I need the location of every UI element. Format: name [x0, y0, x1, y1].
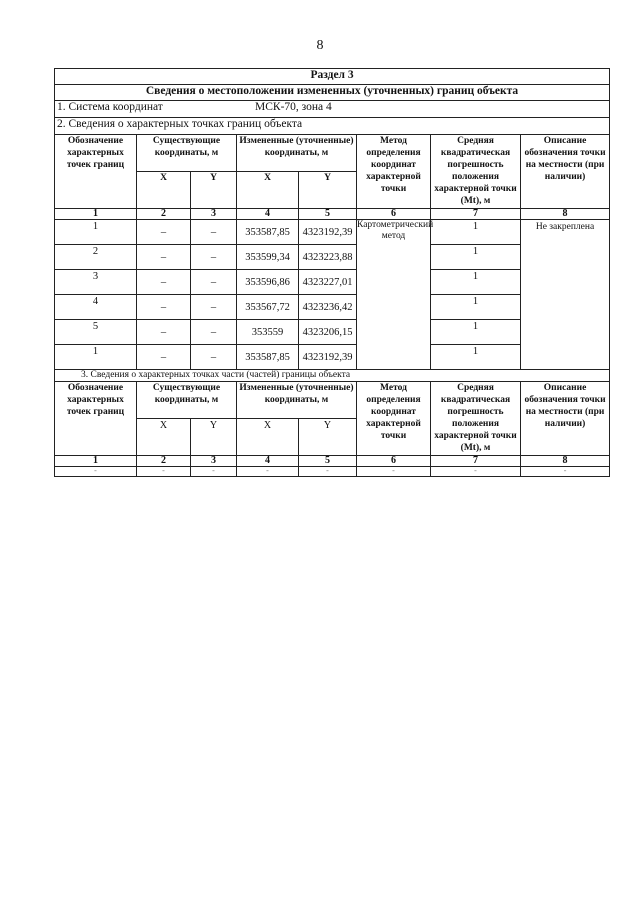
col-number: 5 — [299, 209, 357, 220]
changed-x-value: 353599,34 — [237, 245, 299, 270]
empty-cell: - — [299, 467, 357, 477]
header-error: Средняя квадратическая погрешность положения характерной точки (Mt), м — [431, 135, 521, 209]
changed-x-value: 353567,72 — [237, 295, 299, 320]
empty-cell: - — [521, 467, 610, 477]
point-label: 1 — [55, 220, 137, 245]
col-number: 7 — [431, 209, 521, 220]
col-number: 2 — [137, 456, 191, 467]
header-changed: Измененные (уточненные) координаты, м — [237, 382, 357, 419]
header-existing: Существующие координаты, м — [137, 382, 237, 419]
changed-y-value: 4323192,39 — [299, 345, 357, 370]
col-number: 7 — [431, 456, 521, 467]
changed-x-value: 353596,86 — [237, 270, 299, 295]
col-number: 3 — [191, 456, 237, 467]
existing-y-value: – — [191, 270, 237, 295]
empty-cell: - — [237, 467, 299, 477]
error-value: 1 — [431, 270, 521, 295]
existing-x-value: – — [137, 220, 191, 245]
existing-y-value: – — [191, 245, 237, 270]
table-row — [55, 220, 610, 245]
col-number: 2 — [137, 209, 191, 220]
point-label: 4 — [55, 295, 137, 320]
header-description: Описание обозначения точки на местности (при наличии) — [521, 382, 610, 456]
point-label: 2 — [55, 245, 137, 270]
existing-x-value: – — [137, 320, 191, 345]
error-value: 1 — [431, 220, 521, 245]
col-number: 6 — [357, 456, 431, 467]
existing-y-value: – — [191, 220, 237, 245]
method-value: Картометрический метод — [357, 220, 431, 370]
header-changed: Измененные (уточненные) координаты, м — [237, 135, 357, 172]
existing-y-value: – — [191, 295, 237, 320]
col-number: 4 — [237, 209, 299, 220]
header-error: Средняя квадратическая погрешность положения характерной точки (Mt), м — [431, 382, 521, 456]
header-designation: Обозначение характерных точек границ — [55, 135, 137, 209]
error-value: 1 — [431, 295, 521, 320]
col-number: 3 — [191, 209, 237, 220]
col-number: 6 — [357, 209, 431, 220]
existing-x-value: – — [137, 345, 191, 370]
changed-y-value: 4323227,01 — [299, 270, 357, 295]
existing-x-value: – — [137, 270, 191, 295]
header-changed-y: Y — [299, 172, 357, 209]
col-number: 5 — [299, 456, 357, 467]
point-label: 5 — [55, 320, 137, 345]
points-section-label: 2. Сведения о характерных точках границ объекта — [55, 118, 610, 135]
empty-cell: - — [431, 467, 521, 477]
page-number: 8 — [316, 38, 324, 53]
header-existing-y: Y — [191, 419, 237, 456]
empty-cell: - — [191, 467, 237, 477]
empty-cell: - — [137, 467, 191, 477]
section-subtitle: Сведения о местоположении измененных (уточненных) границ объекта — [55, 85, 610, 101]
changed-y-value: 4323206,15 — [299, 320, 357, 345]
changed-y-value: 4323223,88 — [299, 245, 357, 270]
header-changed-x: X — [237, 172, 299, 209]
section-3-table — [54, 68, 610, 477]
coordinate-system-row — [55, 101, 610, 118]
description-value: Не закреплена — [521, 220, 610, 370]
existing-x-value: – — [137, 245, 191, 270]
section-title: Раздел 3 — [55, 69, 610, 85]
header-designation: Обозначение характерных точек границ — [55, 382, 137, 456]
header-existing-x: X — [137, 172, 191, 209]
error-value: 1 — [431, 245, 521, 270]
error-value: 1 — [431, 345, 521, 370]
col-number: 4 — [237, 456, 299, 467]
point-label: 3 — [55, 270, 137, 295]
empty-cell: - — [55, 467, 137, 477]
existing-x-value: – — [137, 295, 191, 320]
changed-y-value: 4323192,39 — [299, 220, 357, 245]
part-points-section-label: 3. Сведения о характерных точках части (частей) границы объекта — [55, 370, 610, 382]
table-row — [55, 467, 610, 477]
error-value: 1 — [431, 320, 521, 345]
header-existing: Существующие координаты, м — [137, 135, 237, 172]
col-number: 1 — [55, 456, 137, 467]
header-method: Метод определения координат характерной точки — [357, 382, 431, 456]
col-number: 8 — [521, 209, 610, 220]
point-label: 1 — [55, 345, 137, 370]
changed-x-value: 353587,85 — [237, 220, 299, 245]
header-existing-y: Y — [191, 172, 237, 209]
header-changed-x: X — [237, 419, 299, 456]
changed-y-value: 4323236,42 — [299, 295, 357, 320]
changed-x-value: 353587,85 — [237, 345, 299, 370]
col-number: 1 — [55, 209, 137, 220]
changed-x-value: 353559 — [237, 320, 299, 345]
coordinate-system-label: 1. Система координат — [57, 101, 163, 113]
header-method: Метод определения координат характерной точки — [357, 135, 431, 209]
header-changed-y: Y — [299, 419, 357, 456]
header-existing-x: X — [137, 419, 191, 456]
col-number: 8 — [521, 456, 610, 467]
existing-y-value: – — [191, 320, 237, 345]
coordinate-system-value: МСК-70, зона 4 — [255, 101, 332, 113]
empty-cell: - — [357, 467, 431, 477]
header-description: Описание обозначения точки на местности (при наличии) — [521, 135, 610, 209]
existing-y-value: – — [191, 345, 237, 370]
